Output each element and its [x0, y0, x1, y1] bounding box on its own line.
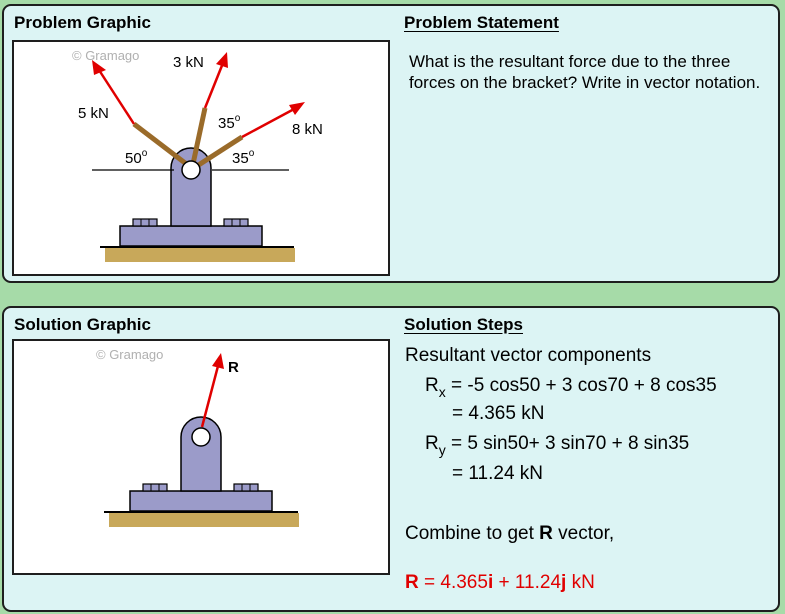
- rx-equation: [425, 375, 717, 403]
- watermark: © Gramago: [96, 347, 164, 362]
- bolt-right: [234, 484, 258, 491]
- ground: [109, 513, 299, 527]
- ry-value: = 11.24 kN: [452, 463, 544, 484]
- solution-diagram: [14, 341, 388, 573]
- solution-graphic-title: Solution Graphic: [14, 315, 151, 334]
- problem-statement: What is the resultant force due to the three forces on the bracket? Write in vector notation.: [409, 52, 761, 92]
- bolt-right: [224, 219, 248, 226]
- angle-50: 50$^o$: [125, 148, 148, 167]
- resultant-arrow: [202, 366, 218, 427]
- solution-intro: Resultant vector components: [405, 345, 652, 366]
- ry-expression: = 5 sin50+ 3 sin70 + 8 sin35: [451, 433, 690, 454]
- ry-symbol: R: [425, 433, 439, 454]
- base-plate: [120, 226, 262, 246]
- label-8kn: 8 kN: [292, 121, 323, 138]
- label-5kn: 5 kN: [78, 105, 109, 122]
- solution-steps-title: Solution Steps: [404, 315, 523, 334]
- pin-hole: [192, 428, 210, 446]
- problem-graphic-title: Problem Graphic: [14, 13, 151, 32]
- bolt-left: [143, 484, 167, 491]
- final-result: R = 4.365i + 11.24j kN: [405, 572, 595, 593]
- arrowhead-8kn: [289, 102, 305, 115]
- pin-hole: [182, 161, 200, 179]
- resultant-arrowhead: [212, 353, 224, 369]
- rx-expression: = -5 cos50 + 3 cos70 + 8 cos35: [451, 375, 717, 396]
- resultant-label: R: [228, 359, 239, 376]
- arrow-8kn: [242, 108, 296, 137]
- rx-value: = 4.365 kN: [452, 403, 545, 424]
- problem-graphic: [12, 40, 390, 276]
- ry-equation: [425, 433, 689, 461]
- angle-35-bottom: 35$^o$: [232, 148, 255, 167]
- angle-35-top: 35$^o$: [218, 113, 241, 132]
- base-plate: [130, 491, 272, 511]
- bolt-left: [133, 219, 157, 226]
- problem-statement-title: Problem Statement: [404, 13, 559, 32]
- solution-graphic: [12, 339, 390, 575]
- watermark: © Gramago: [72, 48, 140, 63]
- rod-5kn: [134, 124, 189, 166]
- ground: [105, 248, 295, 262]
- problem-panel: [2, 4, 780, 283]
- combine-text: Combine to get R vector,: [405, 523, 615, 544]
- label-3kn: 3 kN: [173, 54, 204, 71]
- rx-symbol: R: [425, 375, 439, 396]
- ry-subscript: y: [438, 442, 446, 458]
- problem-diagram: [14, 42, 388, 274]
- solution-panel: [2, 306, 780, 612]
- arrowhead-3kn: [216, 52, 228, 68]
- arrow-3kn: [205, 63, 223, 108]
- rx-subscript: x: [438, 384, 446, 400]
